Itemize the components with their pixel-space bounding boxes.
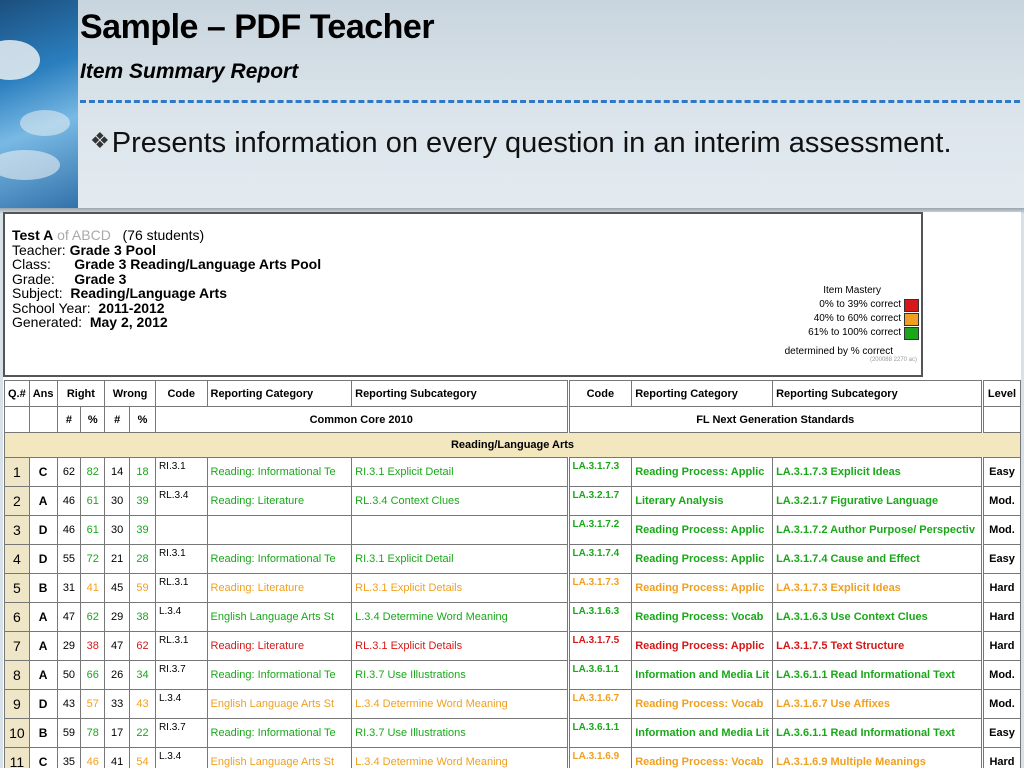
section-row bbox=[5, 433, 1021, 458]
wrong-count: 30 bbox=[105, 487, 130, 516]
cc-code: RL.3.1 bbox=[155, 632, 207, 661]
table-row bbox=[5, 487, 1021, 516]
fl-subcategory: LA.3.1.7.4 Cause and Effect bbox=[773, 545, 983, 574]
wrong-percent: 34 bbox=[130, 661, 156, 690]
table-row bbox=[5, 574, 1021, 603]
wrong-percent: 39 bbox=[130, 516, 156, 545]
blank-cell bbox=[29, 407, 57, 433]
section-label: Reading/Language Arts bbox=[5, 433, 1021, 458]
fl-code: LA.3.1.6.9 bbox=[568, 748, 632, 768]
table-row bbox=[5, 458, 1021, 487]
answer-key: D bbox=[29, 690, 57, 719]
wrong-percent: 39 bbox=[130, 487, 156, 516]
teacher-value: Grade 3 Pool bbox=[69, 241, 156, 258]
fl-category: Literary Analysis bbox=[632, 487, 773, 516]
wrong-count-head: # bbox=[105, 407, 130, 433]
difficulty-level: Hard bbox=[982, 574, 1020, 603]
question-number: 8 bbox=[5, 661, 30, 690]
fl-category: Reading Process: Vocab bbox=[632, 748, 773, 768]
mastery-level-high bbox=[759, 326, 919, 340]
cc-code: RI.3.1 bbox=[155, 458, 207, 487]
question-number: 11 bbox=[5, 748, 30, 768]
right-count: 59 bbox=[57, 719, 81, 748]
cc-subcategory: L.3.4 Determine Word Meaning bbox=[352, 748, 568, 768]
class-label: Class: bbox=[12, 256, 51, 272]
orange-swatch-icon bbox=[904, 313, 919, 326]
right-percent: 41 bbox=[81, 574, 105, 603]
fl-subcategory: LA.3.6.1.1 Read Informational Text bbox=[773, 719, 983, 748]
difficulty-level: Easy bbox=[982, 719, 1020, 748]
wrong-count: 45 bbox=[105, 574, 130, 603]
mastery-level-mid bbox=[759, 312, 919, 326]
col-ans: Ans bbox=[29, 381, 57, 407]
fl-category: Reading Process: Applic bbox=[632, 632, 773, 661]
table-row bbox=[5, 632, 1021, 661]
right-count: 47 bbox=[57, 603, 81, 632]
report-header bbox=[3, 212, 923, 377]
right-percent: 82 bbox=[81, 458, 105, 487]
fl-subcategory: LA.3.1.7.5 Text Structure bbox=[773, 632, 983, 661]
wrong-count: 14 bbox=[105, 458, 130, 487]
fl-subcategory: LA.3.1.6.7 Use Affixes bbox=[773, 690, 983, 719]
wrong-count: 29 bbox=[105, 603, 130, 632]
grade-value: Grade 3 bbox=[74, 270, 127, 287]
cc-subcategory: RI.3.7 Use Illustrations bbox=[352, 661, 568, 690]
fl-category: Reading Process: Applic bbox=[632, 545, 773, 574]
cc-subcategory: RL.3.1 Explicit Details bbox=[352, 632, 568, 661]
answer-key: D bbox=[29, 545, 57, 574]
fl-subcategory: LA.3.6.1.1 Read Informational Text bbox=[773, 661, 983, 690]
cc-code: L.3.4 bbox=[155, 603, 207, 632]
cc-subcategory: RI.3.1 Explicit Detail bbox=[352, 458, 568, 487]
fl-subcategory: LA.3.1.7.3 Explicit Ideas bbox=[773, 458, 983, 487]
right-percent: 62 bbox=[81, 603, 105, 632]
table-row bbox=[5, 690, 1021, 719]
difficulty-level: Mod. bbox=[982, 516, 1020, 545]
fl-code: LA.3.2.1.7 bbox=[568, 487, 632, 516]
right-percent: 78 bbox=[81, 719, 105, 748]
generated-value: May 2, 2012 bbox=[89, 314, 168, 330]
wrong-percent: 43 bbox=[130, 690, 156, 719]
fl-subcategory: LA.3.1.7.2 Author Purpose/ Perspectiv bbox=[773, 516, 983, 545]
right-percent: 38 bbox=[81, 632, 105, 661]
cc-category: Reading: Informational Te bbox=[207, 661, 352, 690]
cc-category: English Language Arts St bbox=[207, 690, 352, 719]
question-number: 6 bbox=[5, 603, 30, 632]
table-row bbox=[5, 603, 1021, 632]
wrong-percent: 62 bbox=[130, 632, 156, 661]
right-pct-head: % bbox=[81, 407, 105, 433]
col-code: Code bbox=[155, 381, 207, 407]
fl-code: LA.3.6.1.1 bbox=[568, 661, 632, 690]
answer-key: C bbox=[29, 458, 57, 487]
right-count: 46 bbox=[57, 516, 81, 545]
fl-code: LA.3.1.7.5 bbox=[568, 632, 632, 661]
wrong-percent: 54 bbox=[130, 748, 156, 768]
mastery-level-mid-label: 40% to 60% correct bbox=[813, 313, 901, 324]
fl-category: Information and Media Lit bbox=[632, 719, 773, 748]
col-q: Q.# bbox=[5, 381, 30, 407]
blank-cell bbox=[982, 407, 1020, 433]
answer-key: A bbox=[29, 603, 57, 632]
cc-code: RL.3.4 bbox=[155, 487, 207, 516]
cc-category: Reading: Informational Te bbox=[207, 458, 352, 487]
cc-category: Reading: Literature bbox=[207, 632, 352, 661]
cc-category: Reading: Literature bbox=[207, 487, 352, 516]
common-core-header: Common Core 2010 bbox=[155, 407, 568, 433]
wrong-percent: 59 bbox=[130, 574, 156, 603]
wrong-percent: 38 bbox=[130, 603, 156, 632]
cc-category: English Language Arts St bbox=[207, 748, 352, 768]
cc-code: L.3.4 bbox=[155, 748, 207, 768]
wrong-count: 47 bbox=[105, 632, 130, 661]
cc-code: RI.3.1 bbox=[155, 545, 207, 574]
mastery-level-high-label: 61% to 100% correct bbox=[808, 327, 901, 338]
question-number: 2 bbox=[5, 487, 30, 516]
fl-subcategory: LA.3.2.1.7 Figurative Language bbox=[773, 487, 983, 516]
class-value: Grade 3 Reading/Language Arts Pool bbox=[74, 256, 322, 272]
fl-category: Reading Process: Applic bbox=[632, 574, 773, 603]
fl-code: LA.3.6.1.1 bbox=[568, 719, 632, 748]
cc-subcategory: RI.3.7 Use Illustrations bbox=[352, 719, 568, 748]
fl-category: Reading Process: Applic bbox=[632, 516, 773, 545]
question-number: 3 bbox=[5, 516, 30, 545]
right-count: 31 bbox=[57, 574, 81, 603]
fl-code: LA.3.1.6.7 bbox=[568, 690, 632, 719]
answer-key: B bbox=[29, 574, 57, 603]
fl-code: LA.3.1.7.2 bbox=[568, 516, 632, 545]
wrong-percent: 28 bbox=[130, 545, 156, 574]
fl-code: LA.3.1.6.3 bbox=[568, 603, 632, 632]
col-subcategory: Reporting Subcategory bbox=[352, 381, 568, 407]
col-level: Level bbox=[982, 381, 1020, 407]
cc-subcategory: L.3.4 Determine Word Meaning bbox=[352, 603, 568, 632]
mastery-legend bbox=[759, 284, 919, 363]
slide-subtitle: Item Summary Report bbox=[80, 60, 299, 83]
cc-code: RL.3.1 bbox=[155, 574, 207, 603]
question-number: 5 bbox=[5, 574, 30, 603]
fl-category: Reading Process: Applic bbox=[632, 458, 773, 487]
right-count: 50 bbox=[57, 661, 81, 690]
question-number: 7 bbox=[5, 632, 30, 661]
wrong-count: 30 bbox=[105, 516, 130, 545]
test-of: of ABCD bbox=[57, 227, 111, 243]
teacher-label: Teacher: bbox=[12, 241, 66, 258]
right-percent: 61 bbox=[81, 487, 105, 516]
subject-label: Subject: bbox=[12, 285, 63, 301]
slide-title: Sample – PDF Teacher bbox=[80, 8, 435, 46]
bullet-diamond-icon: ❖ bbox=[90, 128, 110, 153]
wrong-percent: 22 bbox=[130, 719, 156, 748]
school-year-label: School Year: bbox=[12, 299, 91, 316]
fl-standards-header: FL Next Generation Standards bbox=[568, 407, 982, 433]
table-row bbox=[5, 516, 1021, 545]
title-divider bbox=[80, 100, 1020, 103]
cc-category: Reading: Informational Te bbox=[207, 545, 352, 574]
subject-value: Reading/Language Arts bbox=[70, 285, 227, 301]
answer-key: A bbox=[29, 487, 57, 516]
table-row bbox=[5, 661, 1021, 690]
question-number: 1 bbox=[5, 458, 30, 487]
cc-category: Reading: Literature bbox=[207, 574, 352, 603]
wrong-percent: 18 bbox=[130, 458, 156, 487]
mastery-determined: determined by % correct bbox=[784, 346, 893, 357]
slide-bullet bbox=[90, 122, 990, 162]
right-percent: 66 bbox=[81, 661, 105, 690]
red-swatch-icon bbox=[904, 299, 919, 312]
bullet-text: Presents information on every question in an interim assessment. bbox=[111, 127, 952, 159]
right-percent: 46 bbox=[81, 748, 105, 768]
report-info bbox=[12, 228, 321, 330]
fl-subcategory: LA.3.1.6.3 Use Context Clues bbox=[773, 603, 983, 632]
grade-label: Grade: bbox=[12, 270, 55, 287]
question-number: 9 bbox=[5, 690, 30, 719]
answer-key: B bbox=[29, 719, 57, 748]
cc-category bbox=[207, 516, 352, 545]
student-count: (76 students) bbox=[122, 227, 205, 243]
right-count: 62 bbox=[57, 458, 81, 487]
mastery-level-low-label: 0% to 39% correct bbox=[819, 299, 901, 310]
fl-code: LA.3.1.7.3 bbox=[568, 458, 632, 487]
item-table bbox=[4, 380, 1021, 768]
cc-code: L.3.4 bbox=[155, 690, 207, 719]
answer-key: A bbox=[29, 632, 57, 661]
right-count: 43 bbox=[57, 690, 81, 719]
fl-category: Reading Process: Vocab bbox=[632, 690, 773, 719]
fl-subcategory: LA.3.1.6.9 Multiple Meanings bbox=[773, 748, 983, 768]
cc-subcategory bbox=[352, 516, 568, 545]
table-row bbox=[5, 545, 1021, 574]
right-count: 29 bbox=[57, 632, 81, 661]
table-row bbox=[5, 748, 1021, 768]
cc-subcategory: RL.3.1 Explicit Details bbox=[352, 574, 568, 603]
right-count: 55 bbox=[57, 545, 81, 574]
blank-cell bbox=[5, 407, 30, 433]
cc-code: RI.3.7 bbox=[155, 661, 207, 690]
wrong-pct-head: % bbox=[130, 407, 156, 433]
right-count: 35 bbox=[57, 748, 81, 768]
test-label: Test A bbox=[12, 227, 54, 243]
right-percent: 61 bbox=[81, 516, 105, 545]
answer-key: C bbox=[29, 748, 57, 768]
cc-category: Reading: Informational Te bbox=[207, 719, 352, 748]
right-percent: 72 bbox=[81, 545, 105, 574]
difficulty-level: Easy bbox=[982, 458, 1020, 487]
difficulty-level: Easy bbox=[982, 545, 1020, 574]
cc-category: English Language Arts St bbox=[207, 603, 352, 632]
right-count: 46 bbox=[57, 487, 81, 516]
answer-key: D bbox=[29, 516, 57, 545]
cc-code bbox=[155, 516, 207, 545]
fl-code: LA.3.1.7.4 bbox=[568, 545, 632, 574]
col-right: Right bbox=[57, 381, 105, 407]
fl-category: Information and Media Lit bbox=[632, 661, 773, 690]
question-number: 10 bbox=[5, 719, 30, 748]
globe-graphic bbox=[0, 0, 78, 212]
question-number: 4 bbox=[5, 545, 30, 574]
item-summary-report bbox=[3, 212, 1021, 768]
cc-subcategory: L.3.4 Determine Word Meaning bbox=[352, 690, 568, 719]
right-count-head: # bbox=[57, 407, 81, 433]
wrong-count: 41 bbox=[105, 748, 130, 768]
col-code-fl: Code bbox=[568, 381, 632, 407]
difficulty-level: Mod. bbox=[982, 487, 1020, 516]
col-wrong: Wrong bbox=[105, 381, 156, 407]
difficulty-level: Hard bbox=[982, 748, 1020, 768]
col-category: Reporting Category bbox=[207, 381, 352, 407]
fl-subcategory: LA.3.1.7.3 Explicit Ideas bbox=[773, 574, 983, 603]
wrong-count: 17 bbox=[105, 719, 130, 748]
green-swatch-icon bbox=[904, 327, 919, 340]
answer-key: A bbox=[29, 661, 57, 690]
table-subheader-row bbox=[5, 407, 1021, 433]
col-category-fl: Reporting Category bbox=[632, 381, 773, 407]
school-year-value: 2011-2012 bbox=[98, 299, 165, 316]
table-row bbox=[5, 719, 1021, 748]
cc-subcategory: RL.3.4 Context Clues bbox=[352, 487, 568, 516]
wrong-count: 21 bbox=[105, 545, 130, 574]
report-id: (200088 2270 ac) bbox=[869, 357, 917, 363]
wrong-count: 26 bbox=[105, 661, 130, 690]
cc-subcategory: RI.3.1 Explicit Detail bbox=[352, 545, 568, 574]
col-subcategory-fl: Reporting Subcategory bbox=[773, 381, 983, 407]
fl-category: Reading Process: Vocab bbox=[632, 603, 773, 632]
mastery-title: Item Mastery bbox=[823, 285, 881, 296]
wrong-count: 33 bbox=[105, 690, 130, 719]
generated-label: Generated: bbox=[12, 314, 83, 330]
difficulty-level: Mod. bbox=[982, 690, 1020, 719]
table-header-row bbox=[5, 381, 1021, 407]
difficulty-level: Hard bbox=[982, 632, 1020, 661]
right-percent: 57 bbox=[81, 690, 105, 719]
difficulty-level: Hard bbox=[982, 603, 1020, 632]
difficulty-level: Mod. bbox=[982, 661, 1020, 690]
fl-code: LA.3.1.7.3 bbox=[568, 574, 632, 603]
cc-code: RI.3.7 bbox=[155, 719, 207, 748]
mastery-level-low bbox=[759, 298, 919, 312]
